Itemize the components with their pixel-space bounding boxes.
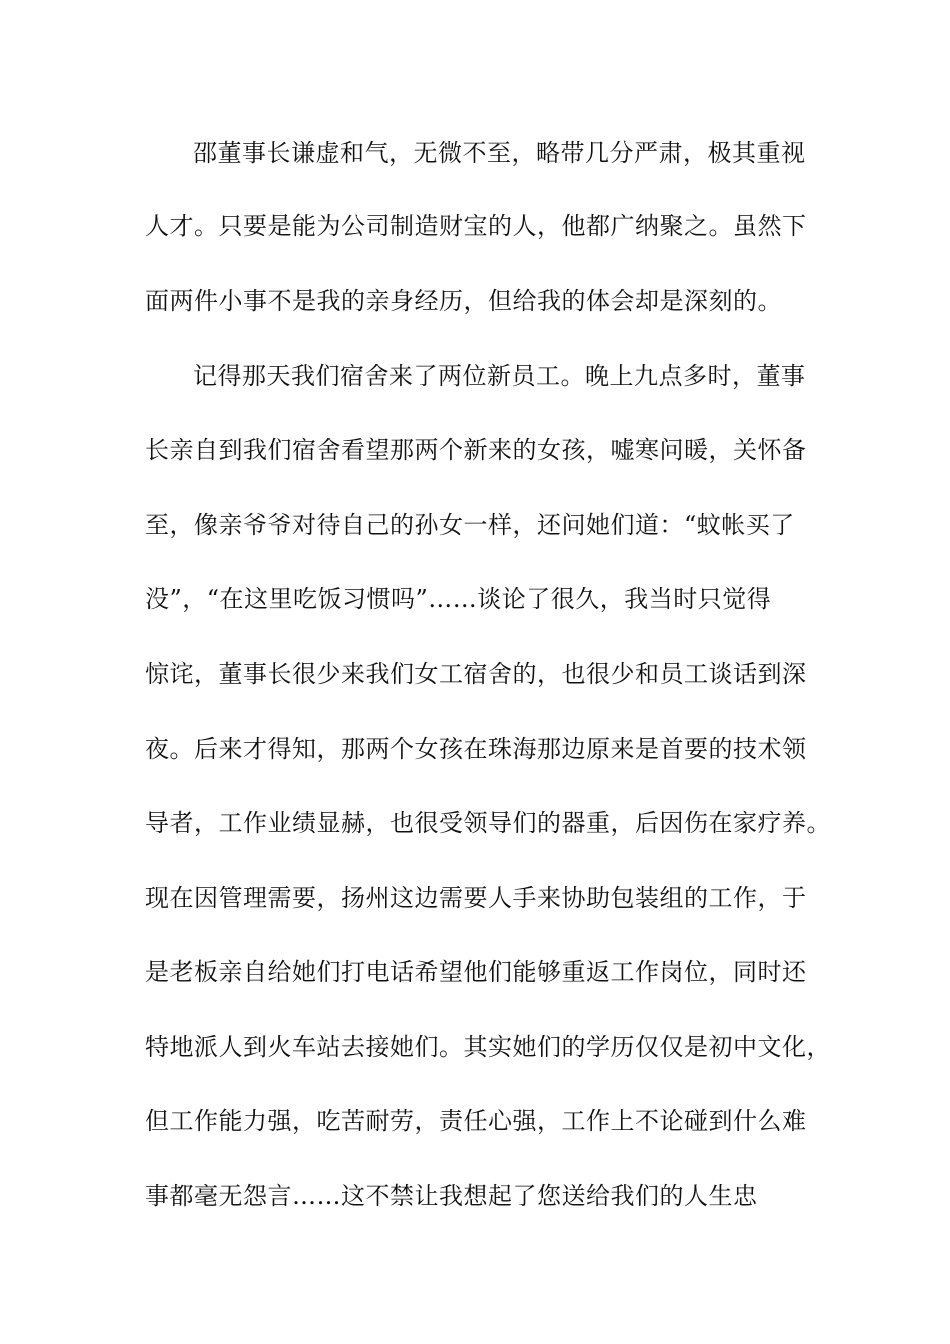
paragraph-1-line-1: 邵董事长谦虚和气，无微不至，略带几分严肃，极其重视	[193, 139, 806, 167]
paragraph-2-line-5: 惊诧，董事长很少来我们女工宿舍的，也很少和员工谈话到深	[145, 660, 807, 688]
paragraph-2-line-9: 是老板亲自给她们打电话希望他们能够重返工作岗位，同时还	[145, 958, 807, 986]
paragraph-2-line-1: 记得那天我们宿舍来了两位新员工。晚上九点多时，董事	[193, 362, 806, 390]
paragraph-2-line-2: 长亲自到我们宿舍看望那两个新来的女孩，嘘寒问暖，关怀备	[145, 436, 807, 464]
paragraph-2-line-3: 至，像亲爷爷对待自己的孙女一样，还问她们道：“蚊帐买了	[145, 511, 795, 539]
paragraph-2-line-7: 导者，工作业绩显赫，也很受领导们的器重，后因伤在家疗养。	[145, 809, 831, 837]
paragraph-2-line-10: 特地派人到火车站去接她们。其实她们的学历仅仅是初中文化，	[145, 1033, 831, 1061]
paragraph-2-line-8: 现在因管理需要，扬州这边需要人手来协助包装组的工作，于	[145, 884, 807, 912]
paragraph-1-line-3: 面两件小事不是我的亲身经历，但给我的体会却是深刻的。	[145, 287, 782, 315]
paragraph-1-line-2: 人才。只要是能为公司制造财宝的人，他都广纳聚之。虽然下	[145, 212, 807, 240]
paragraph-2-line-4: 没”，“在这里吃饭习惯吗”……谈论了很久，我当时只觉得	[145, 585, 772, 613]
paragraph-2-line-11: 但工作能力强，吃苦耐劳，责任心强，工作上不论碰到什么难	[145, 1107, 807, 1135]
paragraph-2-line-12: 事都毫无怨言……这不禁让我想起了您送给我们的人生忠	[145, 1182, 758, 1210]
paragraph-2-line-6: 夜。后来才得知，那两个女孩在珠海那边原来是首要的技术领	[145, 735, 807, 763]
